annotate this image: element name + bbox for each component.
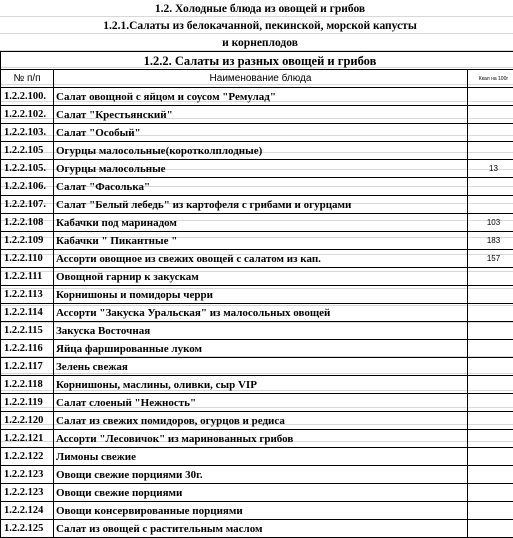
cell-dish-name[interactable]: Зелень свежая (54, 358, 468, 376)
cell-dish-name[interactable]: Кабачки " Пикантные " (54, 232, 468, 250)
cell-dish-name[interactable]: Салат "Особый" (54, 124, 468, 142)
table-row (1, 358, 513, 376)
table-row (1, 502, 513, 520)
cell-kcal[interactable] (468, 304, 513, 322)
cell-kcal[interactable] (468, 340, 513, 358)
table-row (1, 88, 513, 106)
section-row-4 (1, 52, 513, 70)
cell-kcal[interactable]: 183 (468, 232, 513, 250)
table-row (1, 322, 513, 340)
cell-dish-name[interactable]: Ассорти "Закуска Уральская" из малосольных овощей (54, 304, 468, 322)
cell-code[interactable]: 1.2.2.109 (1, 232, 54, 250)
cell-dish-name[interactable]: Кабачки под маринадом (54, 214, 468, 232)
cell-kcal[interactable] (468, 106, 513, 124)
cell-dish-name[interactable]: Салат "Крестьянский" (54, 106, 468, 124)
table-row (1, 106, 513, 124)
table-row (1, 214, 513, 232)
cell-dish-name[interactable]: Овощи свежие порциями (54, 484, 468, 502)
cell-code[interactable]: 1.2.2.106. (1, 178, 54, 196)
cell-code[interactable]: 1.2.2.125 (1, 520, 54, 538)
cell-dish-name[interactable]: Корнишоны, маслины, оливки, сыр VIP (54, 376, 468, 394)
cell-code[interactable]: 1.2.2.108 (1, 214, 54, 232)
cell-dish-name[interactable]: Огурцы малосольные (54, 160, 468, 178)
section-title-root-vegetables[interactable]: и корнеплодов (1, 34, 513, 52)
cell-dish-name[interactable]: Закуска Восточная (54, 322, 468, 340)
table-row (1, 196, 513, 214)
table-row (1, 142, 513, 160)
table-row (1, 520, 513, 538)
cell-code[interactable]: 1.2.2.118 (1, 376, 54, 394)
table-row (1, 160, 513, 178)
table-row (1, 412, 513, 430)
cell-dish-name[interactable]: Овощи консервированные порциями (54, 502, 468, 520)
cell-kcal[interactable] (468, 466, 513, 484)
cell-code[interactable]: 1.2.2.103. (1, 124, 54, 142)
cell-dish-name[interactable]: Овощной гарнир к закускам (54, 268, 468, 286)
cell-kcal[interactable]: 13 (468, 160, 513, 178)
cell-code[interactable]: 1.2.2.105 (1, 142, 54, 160)
cell-code[interactable]: 1.2.2.123 (1, 484, 54, 502)
cell-code[interactable]: 1.2.2.115 (1, 322, 54, 340)
cell-code[interactable]: 1.2.2.107. (1, 196, 54, 214)
cell-dish-name[interactable]: Огурцы малосольные(коротколплодные) (54, 142, 468, 160)
cell-kcal[interactable] (468, 394, 513, 412)
table-row (1, 286, 513, 304)
cell-code[interactable]: 1.2.2.121 (1, 430, 54, 448)
cell-dish-name[interactable]: Корнишоны и помидоры черри (54, 286, 468, 304)
cell-kcal[interactable] (468, 142, 513, 160)
cell-kcal[interactable] (468, 376, 513, 394)
cell-dish-name[interactable]: Салат слоеный "Нежность" (54, 394, 468, 412)
cell-code[interactable]: 1.2.2.111 (1, 268, 54, 286)
cell-kcal[interactable] (468, 358, 513, 376)
section-row-1 (1, 0, 513, 17)
cell-code[interactable]: 1.2.2.124 (1, 502, 54, 520)
table-row (1, 178, 513, 196)
cell-dish-name[interactable]: Салат из овощей с растительным маслом (54, 520, 468, 538)
table-row (1, 304, 513, 322)
cell-code[interactable]: 1.2.2.122 (1, 448, 54, 466)
cell-code[interactable]: 1.2.2.100. (1, 88, 54, 106)
cell-kcal[interactable] (468, 88, 513, 106)
cell-kcal[interactable] (468, 484, 513, 502)
section-title-mixed-salads[interactable]: 1.2.2. Салаты из разных овощей и грибов (1, 52, 513, 70)
cell-dish-name[interactable]: Овощи свежие порциями 30г. (54, 466, 468, 484)
cell-kcal[interactable] (468, 502, 513, 520)
section-row-3 (1, 34, 513, 52)
cell-dish-name[interactable]: Лимоны свежие (54, 448, 468, 466)
table-row (1, 376, 513, 394)
column-header-row (1, 70, 513, 88)
table-row (1, 448, 513, 466)
table-row (1, 250, 513, 268)
section-title-cabbage-salads[interactable]: 1.2.1.Салаты из белокачанной, пекинской, морской капусты (1, 17, 513, 34)
column-header-code[interactable]: № п/п (1, 70, 54, 88)
cell-code[interactable]: 1.2.2.117 (1, 358, 54, 376)
cell-code[interactable]: 1.2.2.105. (1, 160, 54, 178)
table-row (1, 340, 513, 358)
table-row (1, 430, 513, 448)
cell-kcal[interactable]: 157 (468, 250, 513, 268)
column-header-kcal[interactable]: Ккал на 100г (468, 70, 513, 88)
table-row (1, 268, 513, 286)
table-row (1, 466, 513, 484)
cell-code[interactable]: 1.2.2.116 (1, 340, 54, 358)
cell-dish-name[interactable]: Ассорти овощное из свежих овощей с салатом из кап. (54, 250, 468, 268)
cell-dish-name[interactable]: Яйца фаршированные луком (54, 340, 468, 358)
cell-kcal[interactable] (468, 520, 513, 538)
column-header-name[interactable]: Наименование блюда (54, 70, 468, 88)
table-row (1, 124, 513, 142)
cell-kcal[interactable] (468, 286, 513, 304)
cell-kcal[interactable] (468, 412, 513, 430)
table-row (1, 394, 513, 412)
cell-kcal[interactable]: 103 (468, 214, 513, 232)
section-row-2 (1, 17, 513, 34)
cell-code[interactable]: 1.2.2.102. (1, 106, 54, 124)
cell-dish-name[interactable]: Салат "Фасолька" (54, 178, 468, 196)
cell-kcal[interactable] (468, 448, 513, 466)
cell-code[interactable]: 1.2.2.114 (1, 304, 54, 322)
cell-kcal[interactable] (468, 178, 513, 196)
cell-code[interactable]: 1.2.2.119 (1, 394, 54, 412)
cell-code[interactable]: 1.2.2.123 (1, 466, 54, 484)
table-row (1, 232, 513, 250)
cell-dish-name[interactable]: Салат "Белый лебедь" из картофеля с грибами и огурцами (54, 196, 468, 214)
cell-kcal[interactable] (468, 268, 513, 286)
table-row (1, 484, 513, 502)
cell-dish-name[interactable]: Ассорти "Лесовичок" из маринованных грибов (54, 430, 468, 448)
cell-dish-name[interactable]: Салат овощной с яйцом и соусом "Ремулад" (54, 88, 468, 106)
cell-code[interactable]: 1.2.2.110 (1, 250, 54, 268)
cell-dish-name[interactable]: Салат из свежих помидоров, огурцов и редиса (54, 412, 468, 430)
cell-kcal[interactable] (468, 430, 513, 448)
section-title-cold-dishes[interactable]: 1.2. Холодные блюда из овощей и грибов (1, 0, 513, 17)
cell-kcal[interactable] (468, 196, 513, 214)
cell-kcal[interactable] (468, 124, 513, 142)
cell-code[interactable]: 1.2.2.113 (1, 286, 54, 304)
cell-kcal[interactable] (468, 322, 513, 340)
cell-code[interactable]: 1.2.2.120 (1, 412, 54, 430)
